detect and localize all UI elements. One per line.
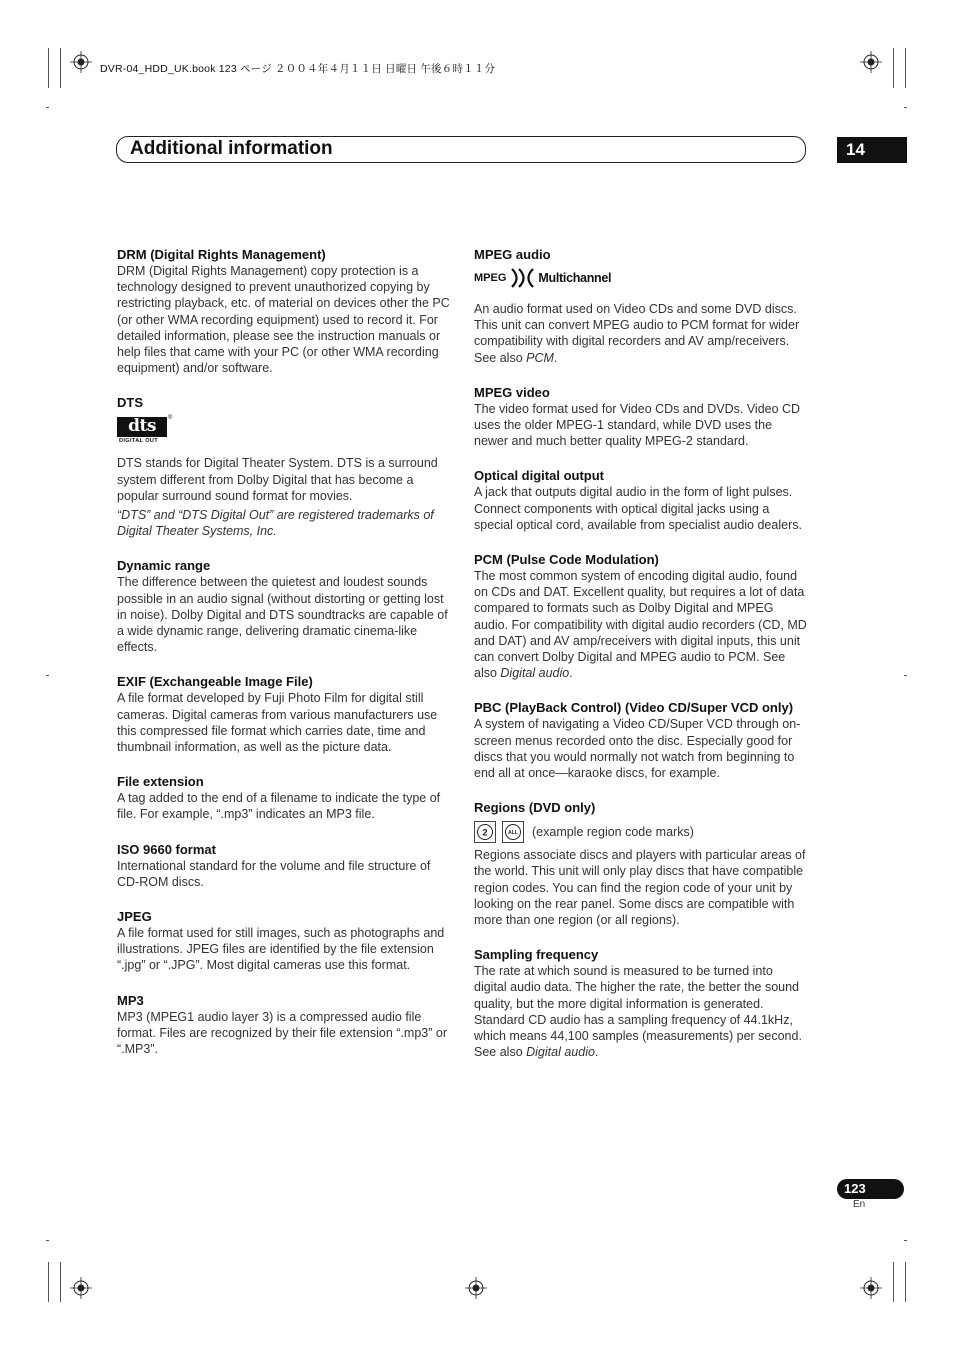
- dts-logo-text: dts: [117, 417, 167, 437]
- glossary-entry-exif: [117, 673, 451, 755]
- chapter-number: 14: [837, 137, 907, 163]
- entry-heading: DTS: [117, 395, 143, 411]
- dts-logo-subtext: DIGITAL OUT: [119, 438, 159, 445]
- entry-body: MP3 (MPEG1 audio layer 3) is a compressed audio file format. Files are recognized by their file extension “.mp3” or “.MP3”.: [117, 1009, 447, 1057]
- entry-heading: MPEG video: [474, 384, 550, 400]
- glossary-entry-mpeg-audio: [474, 246, 808, 366]
- entry-body: The rate at which sound is measured to be turned into digital audio data. The higher the rate, the better the sound quality, but the more digital information is generated. Standard CD audio has a sampling frequency of 44.1kHz, which means 44,100 samples (measurements) per second. See also Digital audio.: [474, 964, 802, 1060]
- registration-mark-icon: [70, 51, 92, 73]
- glossary-entry-iso9660: [117, 841, 451, 890]
- region-marks: [474, 821, 808, 843]
- left-column: [117, 246, 451, 1075]
- entry-heading: Regions (DVD only): [474, 800, 596, 816]
- mpeg-wave-icon: [509, 267, 535, 289]
- mpeg-logo-right: Multichannel: [538, 271, 612, 285]
- crop-tick: [904, 1240, 907, 1241]
- glossary-entry-jpeg: [117, 908, 451, 974]
- crop-line: [893, 1262, 894, 1302]
- entry-heading: EXIF (Exchangeable Image File): [117, 674, 313, 690]
- page-number: 123: [837, 1179, 904, 1199]
- crop-line: [60, 1262, 61, 1302]
- glossary-entry-dynamic-range: [117, 557, 451, 655]
- right-column: [474, 246, 808, 1079]
- section-title-box: [116, 136, 806, 163]
- glossary-entry-dts: [117, 394, 451, 539]
- entry-body: International standard for the volume and file structure of CD-ROM discs.: [117, 858, 431, 889]
- crop-tick: [904, 107, 907, 108]
- entry-body: An audio format used on Video CDs and some DVD discs. This unit can convert MPEG audio to PCM format for wider compatibility with digital recorders and AV amp/receivers. See also PCM.: [474, 302, 800, 365]
- glossary-entry-mpeg-video: [474, 384, 808, 450]
- entry-heading: MP3: [117, 992, 144, 1008]
- registration-mark-icon: [465, 1277, 487, 1299]
- entry-body: The most common system of encoding digital audio, found on CDs and DAT. Excellent quality, but requires a lot of data compared to formats such as Dolby Digital and MPEG audio. For compatibility with digital audio recorders (CD, MD and DAT) and AV amp/receivers with digital inputs, this unit can convert Dolby Digital and MPEG audio to PCM. See also Digital audio.: [474, 569, 807, 681]
- region-mark-label: ALL: [508, 830, 518, 837]
- print-header: DVR-04_HDD_UK.book 123 ページ ２００４年４月１１日 日曜日 午後６時１１分: [100, 63, 496, 75]
- crop-line: [48, 48, 49, 88]
- entry-heading: PBC (PlayBack Control) (Video CD/Super VCD only): [474, 700, 794, 716]
- entry-body: A file format used for still images, such as photographs and illustrations. JPEG files are identified by the file extension “.jpg” or “.JPG”. Most digital cameras use this format.: [117, 926, 445, 973]
- glossary-entry-file-extension: [117, 773, 451, 822]
- glossary-entry-pcm: [474, 551, 808, 681]
- region-mark-label: 2: [482, 827, 488, 838]
- entry-heading: Sampling frequency: [474, 947, 599, 963]
- crop-line: [48, 1262, 49, 1302]
- entry-body: The video format used for Video CDs and DVDs. Video CD uses the older MPEG-1 standard, while DVD uses the newer and much better quality MPEG-2 standard.: [474, 401, 801, 449]
- entry-body: DRM (Digital Rights Management) copy protection is a technology designed to prevent unauthorized copying by restricting playback, etc. of material on devices other the PC (or other WMA recording equipment) used to record it. For detailed information, please see the instruction manuals or help files that came with your PC (or other WMA recording equipment) and/or software.: [117, 264, 450, 376]
- entry-body: DTS stands for Digital Theater System. DTS is a surround system different from Dolby Digital that has become a popular surround sound format for movies.: [117, 456, 438, 503]
- dts-logo: [117, 417, 451, 449]
- glossary-entry-optical-output: [474, 467, 808, 533]
- entry-heading: JPEG: [117, 909, 152, 925]
- entry-heading: DRM (Digital Rights Management): [117, 247, 326, 262]
- glossary-entry-regions: [474, 799, 808, 928]
- entry-body: A tag added to the end of a filename to indicate the type of file. For example, “.mp3” indicates an MP3 file.: [117, 791, 441, 822]
- region-code-all-icon: [502, 821, 524, 843]
- entry-body: Regions associate discs and players with particular areas of the world. This unit will only play discs that have compatible region codes. You can find the region code of your unit by looking on the rear panel. Some discs are compatible with more than one region (or all regions).: [474, 848, 806, 928]
- entry-heading: Dynamic range: [117, 558, 211, 574]
- glossary-entry-mp3: [117, 992, 451, 1058]
- registration-mark-icon: [860, 1277, 882, 1299]
- crop-tick: [904, 675, 907, 676]
- crop-tick: [46, 107, 49, 108]
- trademark-note: “DTS” and “DTS Digital Out” are registered trademarks of Digital Theater Systems, Inc.: [117, 508, 434, 539]
- language-label: En: [853, 1199, 866, 1210]
- crop-line: [893, 48, 894, 88]
- crop-line: [905, 1262, 906, 1302]
- crop-line: [60, 48, 61, 88]
- mpeg-logo-left: MPEG: [474, 272, 507, 284]
- entry-heading: File extension: [117, 774, 204, 790]
- entry-heading: MPEG audio: [474, 247, 551, 262]
- glossary-entry-drm: [117, 246, 451, 376]
- registration-mark-icon: [70, 1277, 92, 1299]
- crop-tick: [46, 1240, 49, 1241]
- crop-line: [905, 48, 906, 88]
- entry-body: A jack that outputs digital audio in the form of light pulses. Connect components with optical digital jacks using a special optical cord, available from specialist audio dealers.: [474, 485, 802, 532]
- entry-body: A file format developed by Fuji Photo Film for digital still cameras. Digital cameras from various manufacturers use this compressed file format which carries date, time and thumbnail information, as well as the picture data.: [117, 691, 438, 755]
- glossary-entry-sampling: [474, 946, 808, 1060]
- entry-body: The difference between the quietest and loudest sounds possible in an audio signal (without distorting or getting lost in noise). Dolby Digital and DTS soundtracks are capable of a wide dynamic range, delivering dramatic cinema-like effects.: [117, 575, 448, 655]
- entry-heading: Optical digital output: [474, 468, 604, 484]
- entry-heading: ISO 9660 format: [117, 841, 216, 857]
- region-code-2-icon: [474, 821, 496, 843]
- crop-tick: [46, 675, 49, 676]
- entry-heading: PCM (Pulse Code Modulation): [474, 552, 659, 568]
- entry-body: A system of navigating a Video CD/Super VCD through on-screen menus recorded onto the disc. Especially good for discs that you would normally not watch from beginning to end all at once—karaoke discs, for example.: [474, 717, 801, 781]
- mpeg-multichannel-logo: [474, 267, 808, 289]
- registration-mark-icon: [860, 51, 882, 73]
- region-caption: (example region code marks): [532, 825, 694, 840]
- glossary-entry-pbc: [474, 699, 808, 781]
- registered-mark: ®: [168, 415, 173, 422]
- page-title: Additional information: [130, 138, 333, 159]
